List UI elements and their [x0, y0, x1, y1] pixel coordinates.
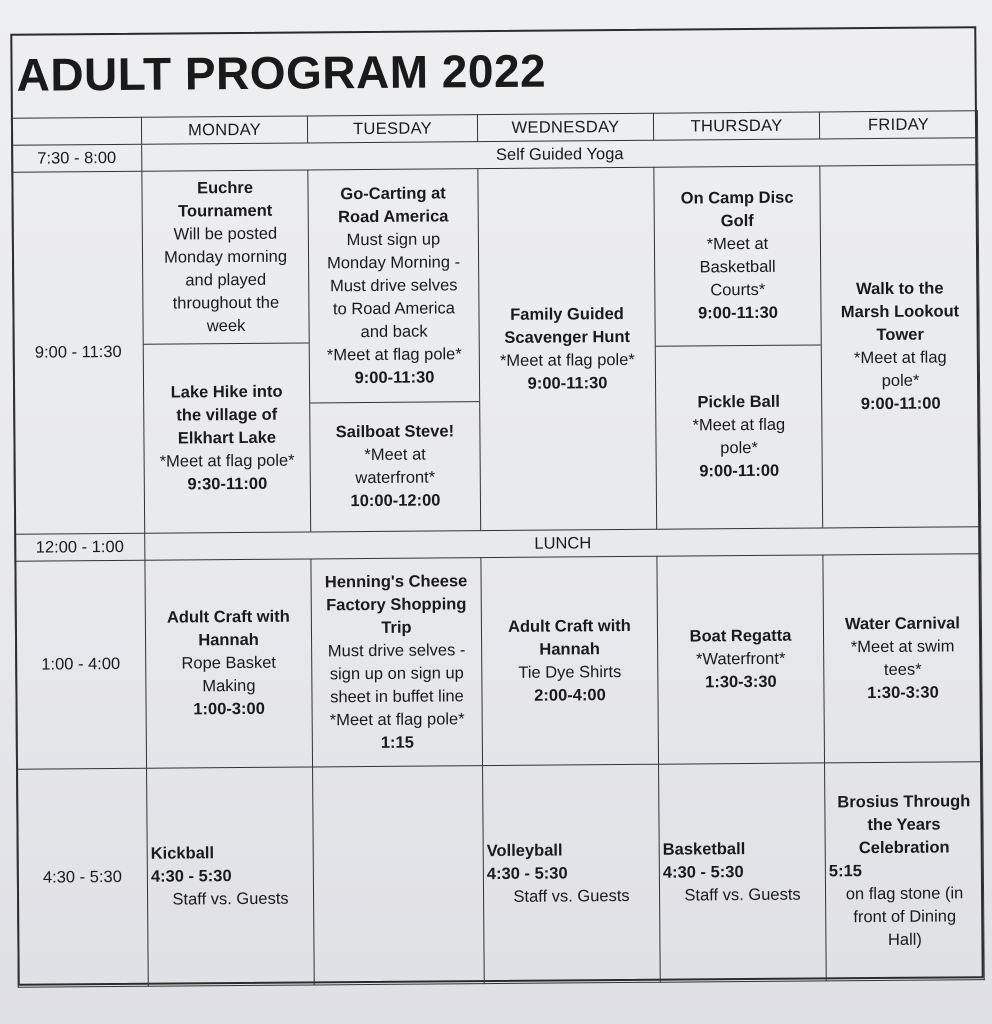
event-detail: *Meet at flag pole*	[159, 451, 295, 471]
event-detail: Rope Basket	[181, 653, 277, 673]
wednesday-craft-event	[481, 556, 659, 765]
event-detail: waterfront*	[355, 468, 436, 488]
event-detail: pole*	[881, 371, 920, 390]
event-detail: *Meet at flag	[692, 415, 786, 435]
header-corner	[11, 117, 141, 145]
event-title: Water Carnival	[844, 613, 960, 633]
event-time: 1:00-3:00	[193, 699, 265, 719]
event-detail: Staff vs. Guests	[684, 885, 801, 905]
event-time: 5:15	[828, 862, 862, 881]
event-detail: Monday morning	[164, 247, 288, 267]
event-title: the Years	[867, 815, 941, 835]
event-title: Adult Craft with	[166, 607, 290, 627]
marsh-walk-event	[820, 165, 981, 528]
euchre-tournament-event	[142, 170, 308, 343]
tuesday-evening-empty	[313, 766, 485, 985]
day-header-monday: MONDAY	[141, 116, 307, 144]
event-detail: Must drive selves -	[327, 640, 466, 660]
event-detail: *Meet at flag pole*	[499, 350, 635, 370]
pickle-ball-event	[656, 344, 822, 528]
event-time: 4:30 - 5:30	[486, 864, 568, 884]
event-title: Road America	[337, 206, 449, 226]
event-title: Factory Shopping	[326, 594, 467, 614]
afternoon-row	[15, 554, 983, 770]
event-detail: *Meet at	[706, 234, 769, 254]
event-detail: Monday Morning -	[327, 252, 461, 272]
boat-regatta-event	[657, 555, 825, 764]
lake-hike-event	[144, 342, 310, 532]
event-title: Walk to the	[856, 278, 944, 298]
event-title: Go-Carting at	[340, 183, 446, 203]
time-label-morning: 9:00 - 11:30	[12, 171, 145, 534]
event-title: Sailboat Steve!	[335, 422, 455, 442]
event-title: Family Guided	[510, 304, 624, 324]
monday-craft-event	[145, 559, 313, 768]
monday-morning-cell	[142, 170, 311, 533]
event-title: Golf	[720, 211, 754, 231]
event-detail: Staff vs. Guests	[172, 889, 289, 909]
thursday-morning-cell	[654, 166, 823, 529]
event-title: Boat Regatta	[689, 626, 792, 646]
event-detail: Making	[202, 676, 256, 696]
go-carting-event	[308, 169, 479, 402]
event-detail: *Waterfront*	[695, 649, 786, 669]
event-title: On Camp Disc	[680, 188, 794, 208]
event-title: Elkhart Lake	[177, 428, 277, 448]
schedule-sheet	[10, 26, 983, 986]
morning-row	[12, 165, 981, 535]
page-title: ADULT PROGRAM 2022	[16, 44, 547, 101]
event-detail: front of Dining	[853, 907, 957, 927]
kickball-event	[147, 767, 315, 986]
event-detail: on flag stone (in	[845, 884, 964, 904]
event-detail: Must drive selves	[329, 275, 458, 295]
event-detail: Must sign up	[346, 229, 441, 249]
cheese-factory-event	[311, 558, 483, 767]
event-detail: pole*	[720, 438, 758, 458]
yoga-band: Self Guided Yoga	[142, 138, 978, 172]
day-header-tuesday: TUESDAY	[307, 115, 477, 143]
event-detail: throughout the	[172, 293, 280, 313]
time-label-evening: 4:30 - 5:30	[17, 768, 149, 987]
event-title: Henning's Cheese	[324, 571, 468, 591]
event-title: the village of	[176, 405, 278, 425]
event-time: 1:30-3:30	[705, 672, 777, 692]
time-label-afternoon: 1:00 - 4:00	[15, 560, 147, 769]
schedule-table	[11, 110, 985, 988]
event-title: Brosius Through	[837, 792, 971, 812]
brosius-celebration-event	[825, 762, 985, 981]
event-time: 2:00-4:00	[534, 685, 606, 705]
disc-golf-event	[654, 166, 820, 345]
event-time: 4:30 - 5:30	[662, 863, 744, 882]
event-detail: to Road America	[332, 298, 455, 318]
event-detail: *Meet at flag pole*	[329, 709, 465, 729]
time-label-lunch: 12:00 - 1:00	[15, 533, 145, 561]
event-title: Hannah	[539, 639, 600, 659]
event-detail: Staff vs. Guests	[513, 886, 630, 906]
event-detail: Tie Dye Shirts	[518, 662, 622, 682]
event-title: Celebration	[858, 838, 950, 858]
day-header-thursday: THURSDAY	[653, 112, 819, 140]
water-carnival-event	[823, 554, 983, 763]
event-detail: sheet in buffet line	[330, 686, 464, 706]
event-title: Kickball	[150, 844, 215, 863]
time-label-yoga: 7:30 - 8:00	[12, 144, 142, 172]
event-title: Lake Hike into	[170, 382, 283, 402]
event-detail: and played	[185, 270, 267, 289]
event-title: Euchre	[196, 178, 254, 197]
event-time: 9:00-11:00	[860, 394, 941, 413]
event-title: Tournament	[178, 201, 273, 220]
event-time: 9:30-11:00	[187, 474, 268, 493]
event-title: Tower	[876, 325, 924, 344]
volleyball-event	[483, 764, 661, 983]
lunch-band: LUNCH	[145, 527, 981, 561]
event-detail: tees*	[883, 660, 922, 679]
event-detail: *Meet at flag pole*	[326, 344, 462, 364]
day-header-friday: FRIDAY	[819, 111, 977, 139]
basketball-event	[659, 763, 827, 982]
event-detail: *Meet at swim	[850, 636, 955, 656]
event-title: Trip	[381, 618, 412, 637]
event-title: Hannah	[198, 630, 259, 650]
event-time: 1:30-3:30	[867, 683, 939, 702]
event-title: Volleyball	[486, 841, 563, 861]
event-title: Adult Craft with	[507, 616, 631, 636]
event-detail: *Meet at flag	[853, 347, 947, 367]
event-time: 1:15	[380, 733, 414, 752]
event-title: Pickle Ball	[697, 392, 781, 412]
event-detail: week	[206, 316, 246, 335]
event-title: Marsh Lookout	[840, 301, 960, 321]
event-time: 9:00-11:30	[354, 367, 435, 387]
day-header-wednesday: WEDNESDAY	[477, 113, 653, 141]
event-time: 9:00-11:00	[699, 461, 780, 481]
sailboat-steve-event	[310, 401, 480, 531]
event-time: 9:00-11:30	[698, 303, 778, 323]
scavenger-hunt-event	[478, 167, 657, 530]
event-detail: sign up on sign up	[329, 663, 464, 683]
event-title: Basketball	[662, 840, 746, 859]
event-detail: Hall)	[887, 930, 922, 949]
event-title: Scavenger Hunt	[504, 327, 631, 347]
tuesday-morning-cell	[308, 169, 481, 532]
event-detail: Basketball	[699, 257, 776, 277]
event-detail: and back	[360, 322, 428, 341]
event-time: 10:00-12:00	[350, 491, 441, 511]
event-detail: *Meet at	[364, 445, 426, 465]
event-time: 9:00-11:30	[527, 373, 608, 393]
event-detail: Courts*	[710, 280, 766, 300]
event-time: 4:30 - 5:30	[150, 867, 232, 886]
event-detail: Will be posted	[173, 224, 278, 244]
evening-row	[17, 762, 985, 988]
